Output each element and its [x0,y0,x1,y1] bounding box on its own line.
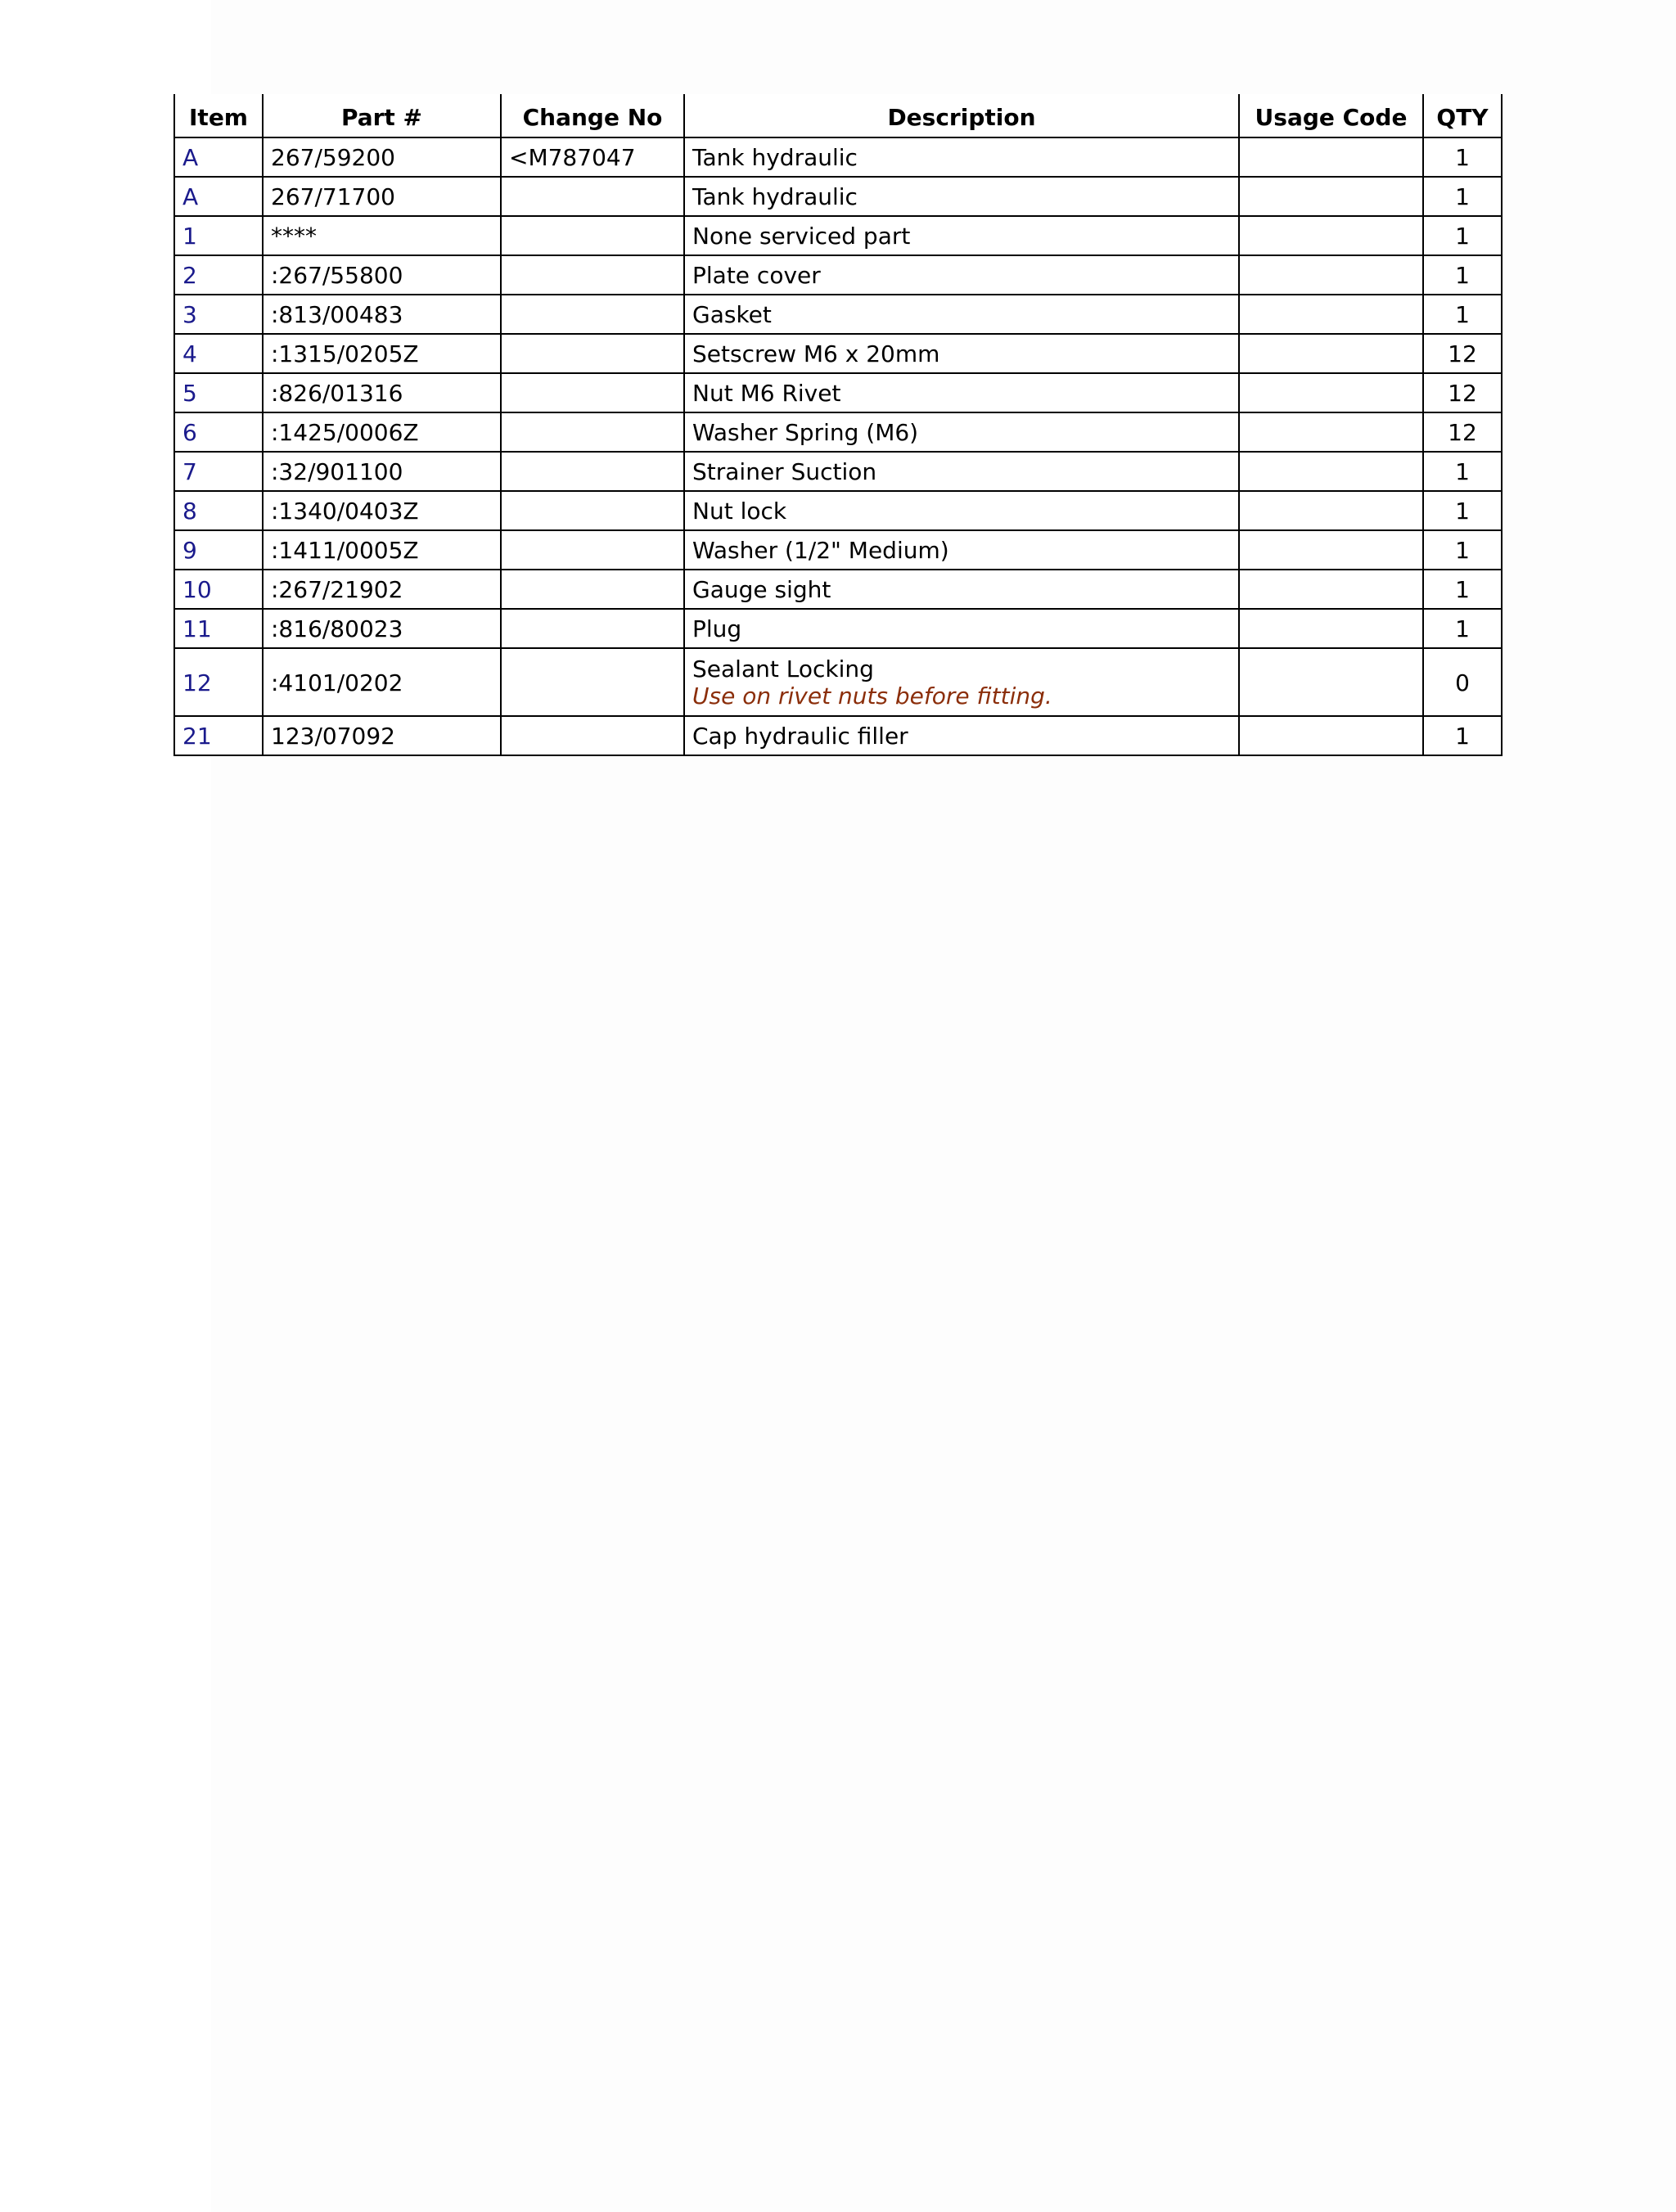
qty-cell: 1 [1423,716,1502,755]
table-row [174,137,1502,177]
usage-code-cell [1239,648,1423,716]
item-cell: 2 [174,255,263,295]
usage-code-cell [1239,716,1423,755]
qty-cell: 1 [1423,137,1502,177]
change-no-cell: <M787047 [501,137,684,177]
part-number-cell: 123/07092 [263,716,501,755]
change-no-cell [501,255,684,295]
part-number-cell: 267/59200 [263,137,501,177]
change-no-cell [501,648,684,716]
description-cell: Plug [684,609,1239,648]
qty-cell: 12 [1423,334,1502,373]
header-part-number: Part # [263,94,501,137]
item-cell: 12 [174,648,263,716]
item-cell: 6 [174,412,263,452]
item-cell: 1 [174,216,263,255]
usage-code-cell [1239,609,1423,648]
description-cell: Gauge sight [684,570,1239,609]
item-cell: 10 [174,570,263,609]
usage-code-cell [1239,216,1423,255]
change-no-cell [501,530,684,570]
description-cell: Setscrew M6 x 20mm [684,334,1239,373]
table-header-row [174,94,1502,137]
usage-code-cell [1239,452,1423,491]
change-no-cell [501,373,684,412]
table-row [174,491,1502,530]
description-cell: Plate cover [684,255,1239,295]
change-no-cell [501,452,684,491]
usage-code-cell [1239,295,1423,334]
qty-cell: 12 [1423,412,1502,452]
table-row [174,716,1502,755]
part-number-cell: :1411/0005Z [263,530,501,570]
part-number-cell: :267/21902 [263,570,501,609]
header-item: Item [174,94,263,137]
description-cell: Nut lock [684,491,1239,530]
table-row [174,216,1502,255]
change-no-cell [501,216,684,255]
item-cell: 5 [174,373,263,412]
table-row [174,412,1502,452]
table-row [174,609,1502,648]
usage-note: Use on rivet nuts before fitting. [692,683,1052,710]
item-cell: A [174,177,263,216]
usage-code-cell [1239,491,1423,530]
parts-table [173,94,1503,756]
description-cell: Washer Spring (M6) [684,412,1239,452]
item-cell: A [174,137,263,177]
header-description: Description [684,94,1239,137]
part-number-cell: **** [263,216,501,255]
part-number-cell: :1315/0205Z [263,334,501,373]
table-row [174,255,1502,295]
part-number-cell: :32/901100 [263,452,501,491]
qty-cell: 1 [1423,177,1502,216]
qty-cell: 1 [1423,216,1502,255]
qty-cell: 1 [1423,295,1502,334]
usage-code-cell [1239,570,1423,609]
item-cell: 21 [174,716,263,755]
usage-code-cell [1239,334,1423,373]
part-number-cell: :816/80023 [263,609,501,648]
item-cell: 9 [174,530,263,570]
change-no-cell [501,491,684,530]
description-cell: Tank hydraulic [684,137,1239,177]
item-cell: 8 [174,491,263,530]
table-row [174,334,1502,373]
qty-cell: 1 [1423,609,1502,648]
description-cell: Tank hydraulic [684,177,1239,216]
usage-code-cell [1239,530,1423,570]
header-change-no: Change No [501,94,684,137]
usage-code-cell [1239,137,1423,177]
description-cell: Washer (1/2" Medium) [684,530,1239,570]
table-row [174,570,1502,609]
part-number-cell: :813/00483 [263,295,501,334]
item-cell: 7 [174,452,263,491]
qty-cell: 1 [1423,530,1502,570]
change-no-cell [501,412,684,452]
description-cell: None serviced part [684,216,1239,255]
change-no-cell [501,609,684,648]
usage-code-cell [1239,373,1423,412]
part-number-cell: :4101/0202 [263,648,501,716]
qty-cell: 1 [1423,452,1502,491]
item-cell: 3 [174,295,263,334]
change-no-cell [501,716,684,755]
usage-code-cell [1239,255,1423,295]
description-cell: Strainer Suction [684,452,1239,491]
change-no-cell [501,177,684,216]
part-number-cell: :1425/0006Z [263,412,501,452]
header-qty: QTY [1423,94,1502,137]
table-row [174,373,1502,412]
qty-cell: 1 [1423,570,1502,609]
table-row [174,452,1502,491]
item-cell: 4 [174,334,263,373]
table-row [174,530,1502,570]
description-cell: Gasket [684,295,1239,334]
part-number-cell: :1340/0403Z [263,491,501,530]
part-number-cell: :267/55800 [263,255,501,295]
header-usage-code: Usage Code [1239,94,1423,137]
change-no-cell [501,570,684,609]
change-no-cell [501,295,684,334]
qty-cell: 1 [1423,491,1502,530]
description-cell: Nut M6 Rivet [684,373,1239,412]
part-number-cell: 267/71700 [263,177,501,216]
description-cell: Cap hydraulic filler [684,716,1239,755]
part-number-cell: :826/01316 [263,373,501,412]
description-text: Sealant Locking [692,655,874,683]
change-no-cell [501,334,684,373]
description-cell [684,648,1239,716]
table-row [174,177,1502,216]
table-row [174,295,1502,334]
usage-code-cell [1239,412,1423,452]
usage-code-cell [1239,177,1423,216]
qty-cell: 12 [1423,373,1502,412]
qty-cell: 1 [1423,255,1502,295]
qty-cell: 0 [1423,648,1502,716]
item-cell: 11 [174,609,263,648]
table-row [174,648,1502,716]
